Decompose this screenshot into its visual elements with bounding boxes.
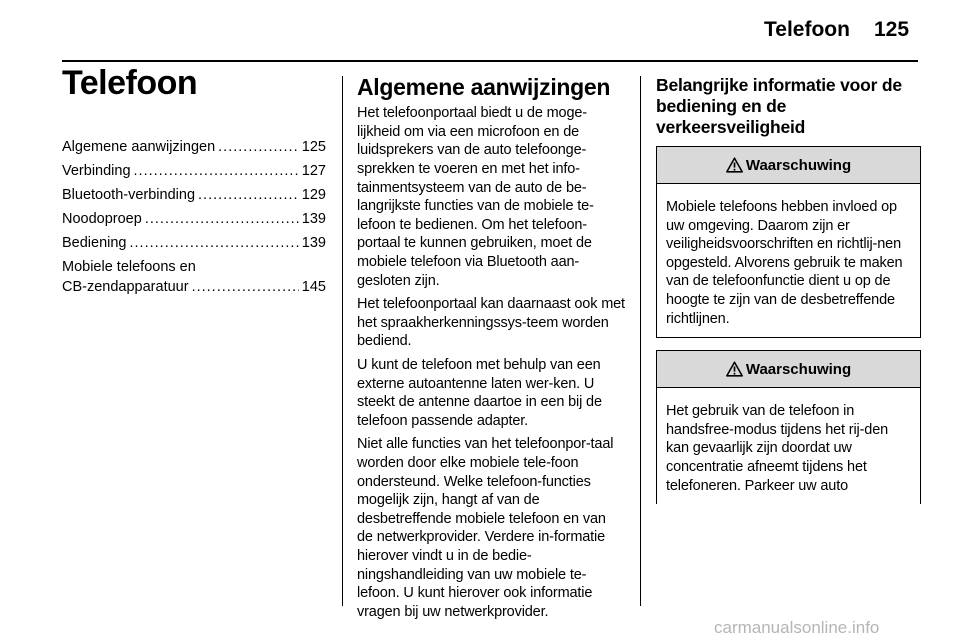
watermark: carmanualsonline.info bbox=[714, 618, 880, 637]
toc-item-label-line1: Mobiele telefoons en bbox=[62, 259, 196, 276]
header-rule bbox=[62, 60, 918, 62]
warning-box bbox=[656, 350, 921, 504]
subsection-title: Belangrijke informatie voor de bediening en de verkeersveiligheid bbox=[656, 75, 902, 137]
toc-item-label: Algemene aanwijzingen bbox=[62, 139, 216, 156]
toc-item-label-line2: CB-zendapparatuur bbox=[62, 279, 189, 296]
toc-leader bbox=[145, 209, 299, 229]
body-paragraph: U kunt de telefoon met behulp van een externe autoantenne laten wer-ken. U steekt de antenne daartoe in een bij de telefoon passende adapter. bbox=[357, 357, 602, 429]
column-divider-left bbox=[342, 76, 343, 606]
toc-item-label: Verbinding bbox=[62, 163, 131, 180]
toc-leader bbox=[130, 233, 299, 253]
warning-heading: Waarschuwing bbox=[745, 156, 852, 174]
toc-item-label: Bluetooth-verbinding bbox=[62, 187, 196, 204]
toc-item-page: 129 bbox=[301, 187, 326, 204]
toc-leader bbox=[134, 161, 299, 181]
warning-header bbox=[657, 351, 920, 388]
toc-item-page: 145 bbox=[301, 279, 326, 296]
body-paragraph: Niet alle functies van het telefoonpor-taal worden door elke mobiele tele-foon ondersteund. Welke telefoon-functies mogelijk zijn, hangt af van de desbetreffende mobiele telefoon en van de netwerkprovider. Verdere in-formatie hierover vindt u in de bedie-ningshandleiding van uw mobiele te-lefoon. U kunt hierover ook informatie vragen bij uw netwerkprovider. bbox=[357, 436, 614, 620]
warning-box bbox=[656, 146, 921, 338]
toc-item-page: 125 bbox=[301, 139, 326, 156]
warning-triangle-icon bbox=[726, 361, 743, 377]
warning-heading: Waarschuwing bbox=[745, 360, 852, 378]
toc-item-page: 127 bbox=[301, 163, 326, 180]
page-number: 125 bbox=[874, 18, 910, 41]
toc-leader bbox=[192, 277, 299, 297]
toc-item-page: 139 bbox=[301, 235, 326, 252]
toc-leader bbox=[198, 185, 299, 205]
toc-item[interactable] bbox=[62, 185, 326, 205]
chapter-title: Telefoon bbox=[62, 64, 198, 102]
toc-item[interactable] bbox=[62, 257, 326, 297]
column-divider-right bbox=[640, 76, 641, 606]
toc-item-label: Noodoproep bbox=[62, 211, 142, 228]
toc-item[interactable] bbox=[62, 233, 326, 253]
warning-triangle-icon bbox=[726, 157, 743, 173]
main-section-column bbox=[357, 75, 625, 626]
page-header bbox=[0, 14, 960, 48]
toc-item[interactable] bbox=[62, 209, 326, 229]
toc-item-page: 139 bbox=[301, 211, 326, 228]
header-title: Telefoon bbox=[764, 18, 850, 41]
warning-text: Het gebruik van de telefoon in handsfree-modus tijdens het rij-den kan gevaarlijk zijn doordat uw concentratie afneemt tijdens het telefoneren. Parkeer uw auto bbox=[666, 403, 889, 494]
section-title: Algemene aanwijzingen bbox=[357, 74, 611, 100]
body-paragraph: Het telefoonportaal kan daarnaast ook met het spraakherkenningssys-teem worden bediend. bbox=[357, 296, 625, 350]
warning-text: Mobiele telefoons hebben invloed op uw omgeving. Daarom zijn er veiligheidsvoorschriften en richtlij-nen opgesteld. Alvorens gebruik te maken van de telefoonfunctie dient u op de hoogte te zijn van de desbetreffende richtlijnen. bbox=[666, 199, 903, 327]
toc-item[interactable] bbox=[62, 161, 326, 181]
body-paragraph: Het telefoonportaal biedt u de moge-lijkheid om via een microfoon en de luidsprekers van de auto telefoonge-sprekken te voeren en met het info-tainmentsysteem van de auto de be-langrijkste functies van de mobiele te-lefoon te bedienen. Om het telefoon-portaal te kunnen gebruiken, moet de mobiele telefoon via Bluetooth aan-gesloten zijn. bbox=[357, 105, 594, 289]
warning-header bbox=[657, 147, 920, 184]
toc-item[interactable] bbox=[62, 137, 326, 157]
toc-item-label: Bediening bbox=[62, 235, 127, 252]
chapter-toc-column bbox=[62, 64, 326, 297]
toc-leader bbox=[218, 137, 299, 157]
safety-info-column bbox=[656, 75, 921, 516]
